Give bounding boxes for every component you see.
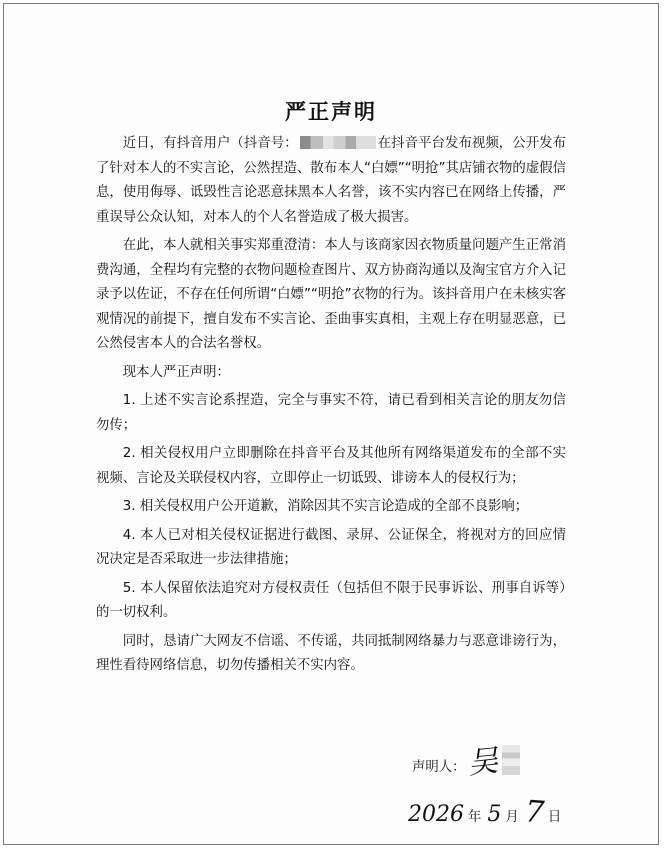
document-title: 严正声明 (285, 100, 377, 124)
redacted-signature-name (502, 745, 520, 775)
date-year-char: 年 (468, 810, 482, 825)
declaration-item-1: 1. 上述不实言论系捏造，完全与事实不符，请已看到相关言论的朋友勿信勿传； (96, 393, 566, 433)
signature-date (408, 786, 567, 830)
paragraph-clarification: 在此，本人就相关事实郑重澄清：本人与该商家因衣物质量问题产生正常消费沟通，全程均有完整的衣物问题检查图片、双方协商沟通以及淘宝官方介入记录予以佐证，不存在任何所谓“白嫖”“明抢”衣物的行为。该抖音用户在未核实客观情况的前提下，擅自发布不实言论、歪曲事实真相，主观上存在明显恶意，已公然侵害本人的合法名誉权。 (96, 238, 566, 351)
declaration-item-2: 2. 相关侵权用户立即删除在抖音平台及其他所有网络渠道发布的全部不实视频、言论及关联侵权内容，立即停止一切诋毁、诽谤本人的侵权行为； (96, 446, 566, 486)
declaration-item-3: 3. 相关侵权用户公开道歉，消除因其不实言论造成的全部不良影响； (122, 499, 529, 514)
date-day: 7 (523, 794, 546, 831)
redacted-account-id (300, 136, 376, 149)
declaration-item-4: 4. 本人已对相关侵权证据进行截图、录屏、公证保全，将视对方的回应情况决定是否采取进一步法律措施； (96, 527, 566, 567)
statement-body (96, 132, 566, 683)
date-day-char: 日 (547, 810, 562, 825)
intro-text-rest: 在抖音平台发布视频，公开发布了针对本人的不实言论，公然捏造、散布本人“白嫖”“明抢”其店铺衣物的虚假信息，使用侮辱、诋毁性言论恶意抹黑本人名誉，该不实内容已在网络上传播，严重误导公众认知，对本人的个人名誉造成了极大损害。 (96, 136, 566, 225)
paragraph-intro (96, 132, 566, 230)
signer-label: 声明人： (412, 760, 466, 775)
date-month-char: 月 (505, 810, 519, 825)
date-month: 5 (487, 802, 502, 827)
statement-document (3, 3, 659, 845)
intro-text-start: 近日，有抖音用户（抖音号： (122, 136, 298, 151)
date-year: 2026 (408, 802, 464, 827)
paragraph-declaration-heading: 现本人严正声明： (122, 364, 230, 380)
handwritten-signature: 吴 (465, 743, 500, 782)
declaration-item-5: 5. 本人保留依法追究对方侵权责任（包括但不限于民事诉讼、刑事自诉等）的一切权利。 (96, 580, 566, 620)
signature-block (412, 740, 520, 780)
paragraph-appeal: 同时，恳请广大网友不信谣、不传谣，共同抵制网络暴力与恶意诽谤行为，理性看待网络信息，切勿传播相关不实内容。 (96, 633, 566, 673)
